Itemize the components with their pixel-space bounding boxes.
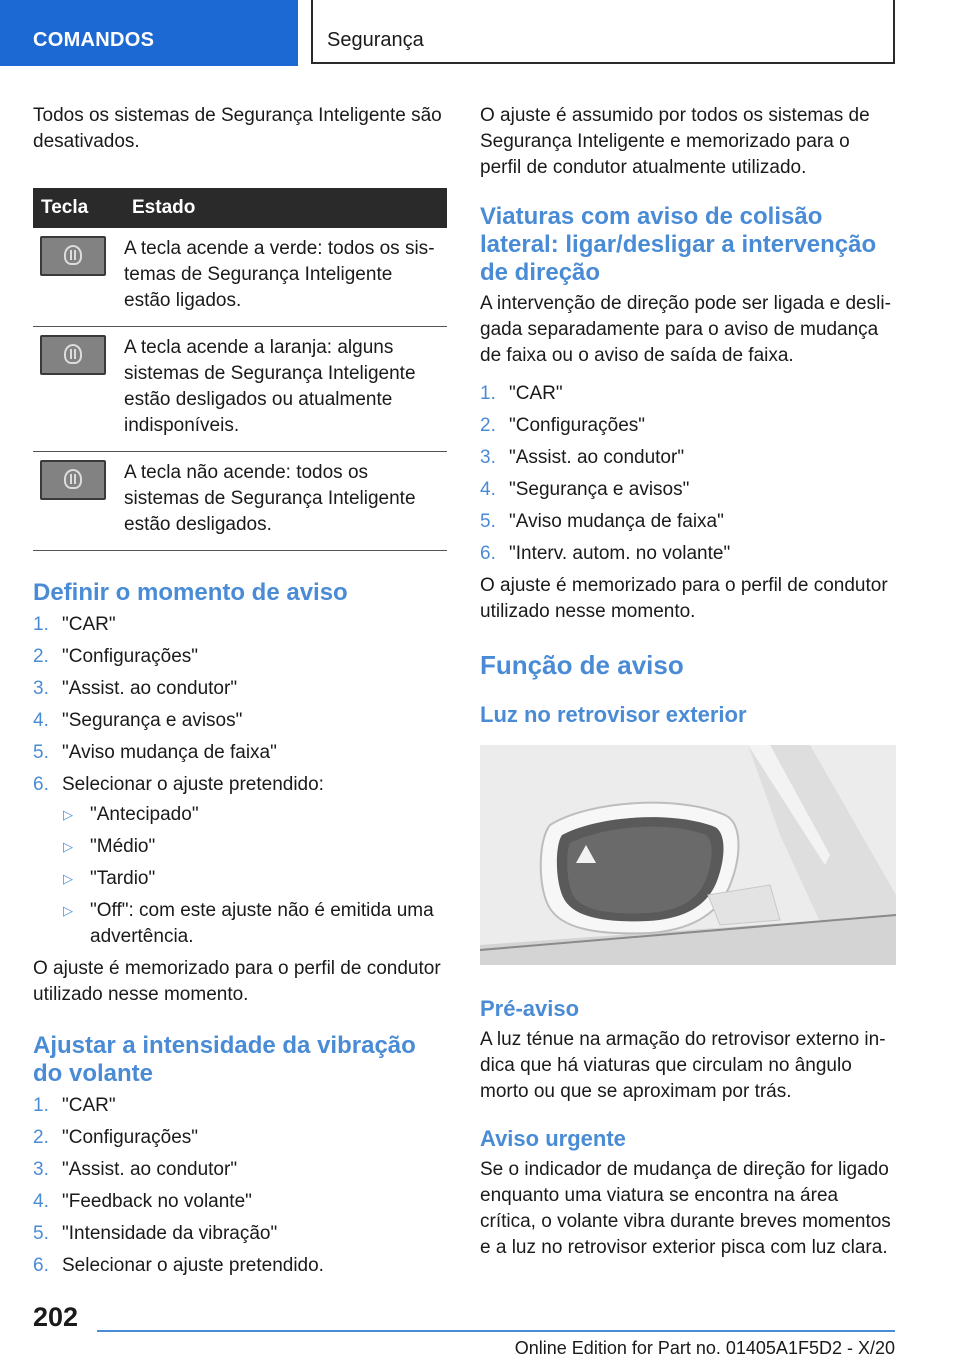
option-item: ▷ "Tardio" (62, 866, 449, 892)
list-item: 2. "Configurações" (480, 415, 646, 436)
lateral-note: O ajuste é memorizado para o perfil de condutor utilizado nesse momento. (480, 575, 888, 622)
list-item: 3. "Assist. ao condutor" (33, 1159, 238, 1180)
triangle-bullet-icon: ▷ (63, 839, 73, 854)
list-item: 6. "Interv. autom. no volante" (480, 543, 731, 564)
page-number: 202 (33, 1302, 79, 1332)
table-row (33, 452, 447, 551)
warning-steps (33, 612, 449, 950)
vibration-steps (33, 1093, 449, 1279)
lateral-text: A intervenção de direção pode ser ligada e desligada separadamente para o aviso de mudança de faixa ou o aviso de saída de faixa. (480, 293, 891, 366)
right-intro-text: O ajuste é assumido por todos os sistemas de Segurança Inteligente e memorizado para o perfil de condutor atualmente utilizado. (480, 105, 870, 178)
pre-warning-text: A luz ténue na armação do retrovisor externo indica que há viaturas que circulam no ângulo morto ou que se aproximam por trás. (480, 1029, 886, 1102)
option-item: ▷ "Off": com este ajuste não é emitida uma advertência. (63, 900, 434, 947)
triangle-bullet-icon: ▷ (63, 807, 73, 822)
safety-button-icon (40, 236, 106, 276)
option-item: ▷ "Médio" (62, 834, 449, 860)
table-cell-state: A tecla acende a laranja: alguns sistemas de Segurança Inteligente estão desligados ou atualmente indisponíveis. (124, 327, 447, 452)
table-header-state: Estado (124, 188, 447, 228)
option-list (62, 802, 449, 950)
heading-warning-moment: Definir o momento de aviso (33, 579, 348, 606)
list-item: 1. "CAR" (33, 1095, 116, 1116)
left-column (33, 103, 449, 1285)
heading-mirror-light: Luz no retrovisor exterior (480, 702, 747, 727)
table-cell-state: A tecla não acende: todos os sistemas de Segurança Inteligente estão desligados. (124, 452, 447, 551)
heading-warning-function: Função de aviso (480, 650, 684, 680)
right-column (480, 103, 896, 1261)
mirror-illustration (480, 745, 896, 965)
heading-pre-warning: Pré-aviso (480, 996, 580, 1021)
triangle-bullet-icon: ▷ (63, 871, 73, 886)
warning-note: O ajuste é memorizado para o perfil de condutor utilizado nesse momento. (33, 958, 441, 1005)
edition-text: Online Edition for Part no. 01405A1F5D2 - X/20 (514, 1338, 895, 1358)
lateral-steps (480, 381, 896, 567)
heading-lateral-collision: Viaturas com aviso de colisão lateral: ligar/desligar a intervenção de direção (480, 203, 877, 286)
heading-vibration: Ajustar a intensidade da vibração do volante (33, 1032, 416, 1087)
chapter-tab: COMANDOS (0, 0, 298, 66)
list-item: 5. "Aviso mudança de faixa" (480, 511, 724, 532)
list-item: 4. "Feedback no volante" (33, 1191, 252, 1212)
triangle-bullet-icon: ▷ (63, 903, 73, 918)
list-item: 4. "Segurança e avisos" (480, 479, 690, 500)
list-item: 1. "CAR" (33, 614, 116, 635)
key-state-table (33, 188, 447, 551)
list-item: 2. "Configurações" (33, 1127, 199, 1148)
footer-divider (97, 1330, 895, 1332)
option-item: ▷ "Antecipado" (62, 802, 449, 828)
safety-button-icon (40, 460, 106, 500)
table-cell-state: A tecla acende a verde: todos os sistemas de Segurança Inteligente estão ligados. (124, 228, 447, 327)
urgent-warning-text: Se o indicador de mudança de direção for ligado enquanto uma viatura se encontra na área crítica, o volante vibra durante breves momentos e a luz no retrovisor exterior pisca com luz clara. (480, 1159, 891, 1258)
list-item: 6. Selecionar o ajuste pretendido: ▷ "Antecipado" ▷ "Médio" ▷ "Tardio" ▷ "Off": com este ajuste não é emitida uma advertência. (33, 772, 449, 950)
list-item: 1. "CAR" (480, 383, 563, 404)
list-item: 2. "Configurações" (33, 646, 199, 667)
table-row (33, 228, 447, 327)
list-item: 5. "Intensidade da vibração" (33, 1223, 278, 1244)
list-item: 6. Selecionar o ajuste pretendido. (33, 1255, 324, 1276)
table-header-key: Tecla (33, 188, 124, 228)
list-item: 4. "Segurança e avisos" (33, 710, 243, 731)
list-item: 5. "Aviso mudança de faixa" (33, 742, 277, 763)
section-title: Segurança (311, 0, 895, 64)
list-item: 3. "Assist. ao condutor" (480, 447, 685, 468)
intro-text: Todos os sistemas de Segurança Inteligente são desativados. (33, 105, 442, 152)
safety-button-icon (40, 335, 106, 375)
heading-urgent-warning: Aviso urgente (480, 1126, 626, 1151)
list-item: 3. "Assist. ao condutor" (33, 678, 238, 699)
table-row (33, 327, 447, 452)
